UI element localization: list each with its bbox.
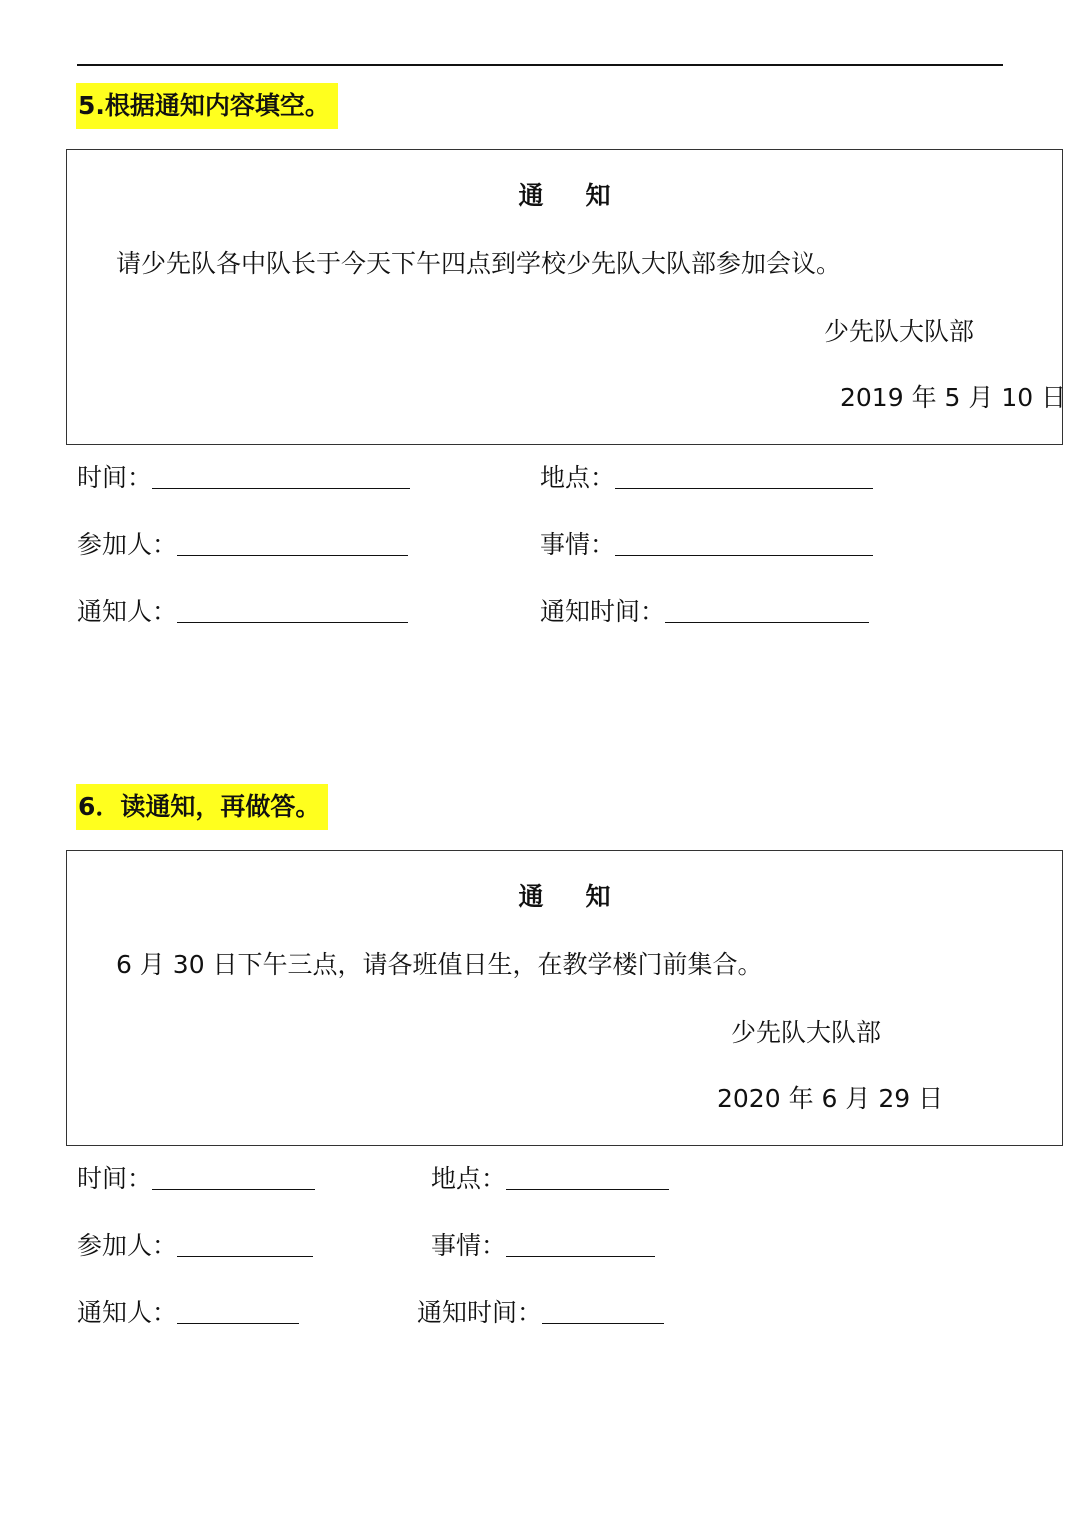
blank-notifier[interactable]	[177, 1297, 299, 1324]
field-place: 地点：	[431, 1159, 669, 1195]
notice-signature: 少先队大队部	[731, 1018, 882, 1047]
field-notifier: 通知人：	[77, 592, 408, 628]
notice-heading-char: 知	[585, 882, 611, 911]
notice-heading	[67, 176, 1062, 212]
notice-body: 6 月 30 日下午三点，请各班值日生，在教学楼门前集合。	[116, 950, 763, 979]
blank-time[interactable]	[152, 462, 410, 489]
notice-body: 请少先队各中队长于今天下午四点到学校少先队大队部参加会议。	[116, 249, 842, 278]
blank-participants[interactable]	[177, 529, 408, 556]
blank-notice-time[interactable]	[542, 1297, 664, 1324]
field-matter: 事情：	[431, 1226, 655, 1262]
field-participants: 参加人：	[77, 1226, 313, 1262]
field-matter: 事情：	[540, 525, 873, 561]
notice-heading-char: 知	[585, 181, 611, 210]
field-notifier: 通知人：	[77, 1293, 299, 1329]
notice-date: 2019 年 5 月 10 日	[840, 383, 1067, 412]
notice-heading	[67, 877, 1062, 913]
notice-heading-char: 通	[518, 882, 544, 911]
field-place: 地点：	[540, 458, 873, 494]
blank-matter[interactable]	[615, 529, 873, 556]
blank-time[interactable]	[152, 1163, 315, 1190]
blank-matter[interactable]	[506, 1230, 655, 1257]
blank-participants[interactable]	[177, 1230, 313, 1257]
field-notice-time: 通知时间：	[417, 1293, 664, 1329]
notice-box-q5	[66, 149, 1067, 445]
question-6-title: 6．读通知，再做答。	[76, 784, 328, 830]
question-5-title: 5.根据通知内容填空。	[76, 83, 338, 129]
blank-notice-time[interactable]	[665, 596, 869, 623]
field-time: 时间：	[77, 1159, 315, 1195]
field-notice-time: 通知时间：	[540, 592, 869, 628]
top-divider	[77, 64, 1003, 66]
blank-place[interactable]	[506, 1163, 669, 1190]
notice-heading-char: 通	[518, 181, 544, 210]
blank-notifier[interactable]	[177, 596, 408, 623]
notice-signature: 少先队大队部	[824, 317, 975, 346]
blank-place[interactable]	[615, 462, 873, 489]
notice-box-q6	[66, 850, 1063, 1146]
notice-date: 2020 年 6 月 29 日	[717, 1084, 944, 1113]
field-participants: 参加人：	[77, 525, 408, 561]
field-time: 时间：	[77, 458, 410, 494]
